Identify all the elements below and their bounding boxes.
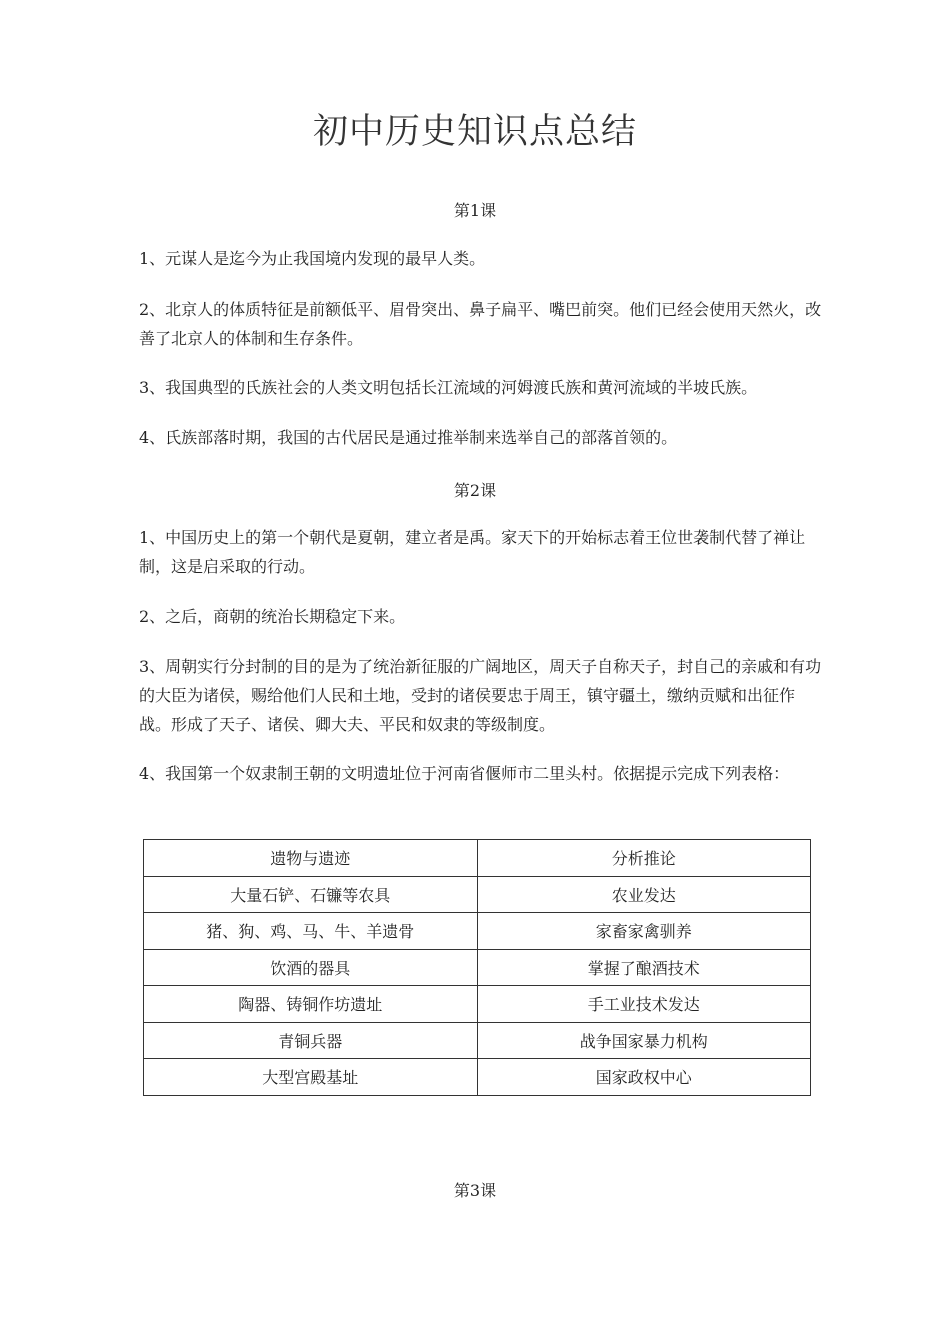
lesson-2-item-2: 2、之后，商朝的统治长期稳定下来。	[139, 607, 406, 626]
table-header-row	[144, 840, 811, 877]
table-cell: 猪、狗、鸡、马、牛、羊遗骨	[144, 913, 478, 950]
lesson-2-item-4: 4、我国第一个奴隶制王朝的文明遗址位于河南省偃师市二里头村。依据提示完成下列表格：	[139, 764, 790, 783]
lesson-2-item-3: 3、周朝实行分封制的目的是为了统治新征服的广阔地区，周天子自称天子，封自己的亲戚和有功的大臣为诸侯，赐给他们人民和土地，受封的诸侯要忠于周王，镇守疆土，缴纳贡赋和出征作战。形成了天子、诸侯、卿大夫、平民和奴隶的等级制度。	[139, 657, 822, 734]
table-cell: 战争国家暴力机构	[477, 1022, 811, 1059]
table-cell: 大型宫殿基址	[144, 1059, 478, 1096]
lesson-1-item-3: 3、我国典型的氏族社会的人类文明包括长江流域的河姆渡氏族和黄河流域的半坡氏族。	[139, 378, 758, 397]
table-cell: 农业发达	[477, 876, 811, 913]
table-header-cell: 遗物与遗迹	[144, 840, 478, 877]
table-cell: 掌握了酿酒技术	[477, 949, 811, 986]
table-cell: 手工业技术发达	[477, 986, 811, 1023]
table-cell: 陶器、铸铜作坊遗址	[144, 986, 478, 1023]
table-cell: 家畜家禽驯养	[477, 913, 811, 950]
lesson-1-heading: 第1课	[453, 201, 497, 220]
table-cell: 大量石铲、石镰等农具	[144, 876, 478, 913]
table-header-cell: 分析推论	[477, 840, 811, 877]
relics-table	[143, 839, 811, 1096]
lesson-2-item-1: 1、中国历史上的第一个朝代是夏朝，建立者是禹。家天下的开始标志着王位世袭制代替了禅让制，这是启采取的行动。	[139, 528, 806, 576]
table-row	[144, 949, 811, 986]
table-row	[144, 1022, 811, 1059]
table-row	[144, 913, 811, 950]
lesson-1-item-1: 1、元谋人是迄今为止我国境内发现的最早人类。	[139, 249, 486, 268]
table-cell: 饮酒的器具	[144, 949, 478, 986]
lesson-3-heading: 第3课	[453, 1181, 497, 1200]
table-cell: 青铜兵器	[144, 1022, 478, 1059]
table-row	[144, 986, 811, 1023]
page-title: 初中历史知识点总结	[312, 112, 637, 152]
lesson-1-item-4: 4、氏族部落时期，我国的古代居民是通过推举制来选举自己的部落首领的。	[139, 428, 678, 447]
table-row	[144, 1059, 811, 1096]
lesson-1-item-2: 2、北京人的体质特征是前额低平、眉骨突出、鼻子扁平、嘴巴前突。他们已经会使用天然火，改善了北京人的体制和生存条件。	[139, 300, 822, 348]
table-row	[144, 876, 811, 913]
table-cell: 国家政权中心	[477, 1059, 811, 1096]
lesson-2-heading: 第2课	[453, 481, 497, 500]
